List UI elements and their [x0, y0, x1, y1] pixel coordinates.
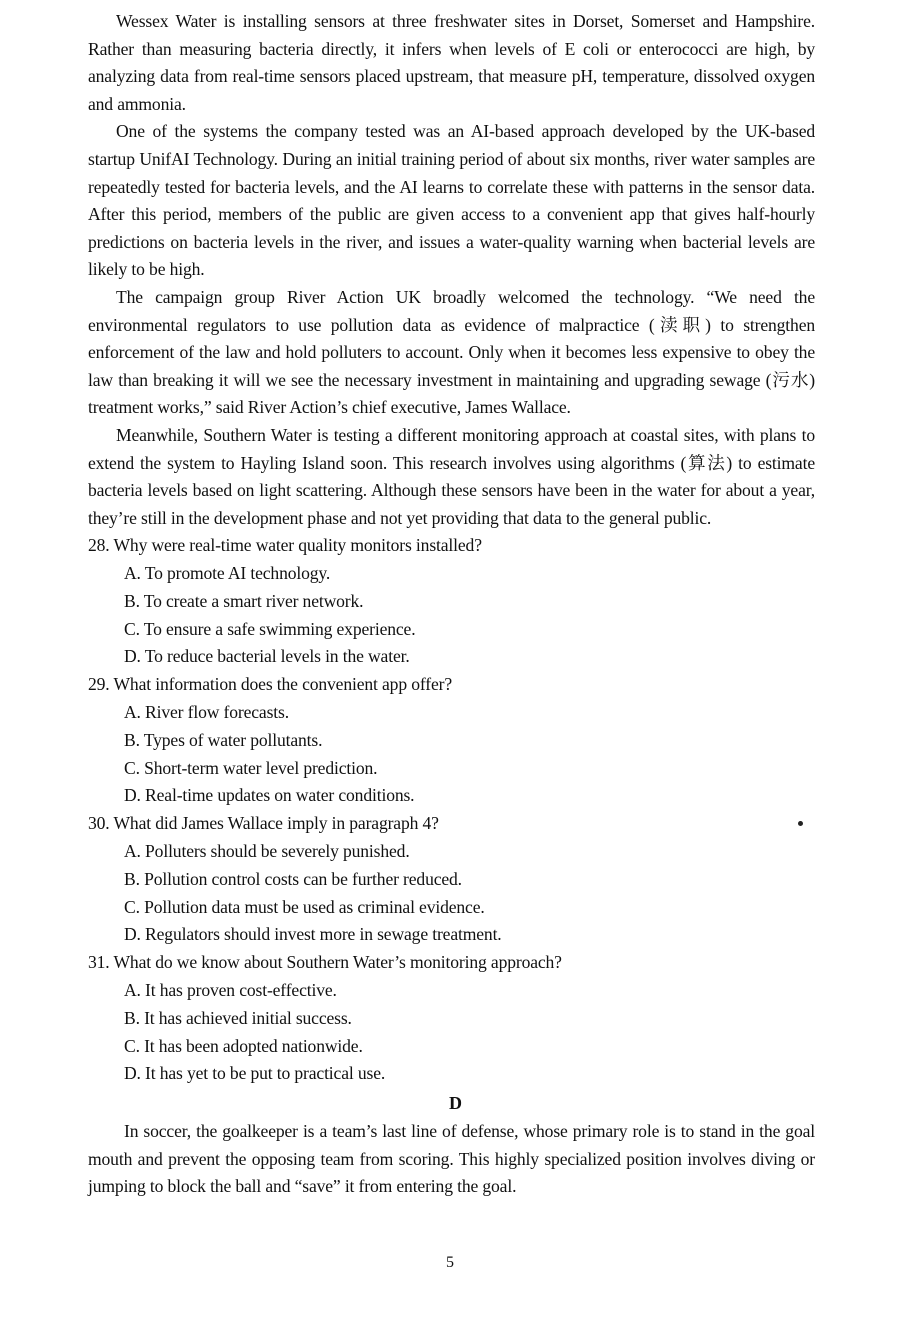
question-stem: 31. What do we know about Southern Water’s monitoring approach? [88, 952, 562, 973]
passage-c [88, 8, 815, 532]
question-list [88, 532, 815, 1088]
question-28 [88, 532, 815, 671]
answer-option: B. Pollution control costs can be further reduced. [124, 868, 462, 889]
passage-d [88, 1088, 815, 1201]
question-29 [88, 671, 815, 810]
stray-mark [798, 821, 803, 826]
answer-option: B. Types of water pollutants. [124, 729, 323, 750]
answer-option: D. Regulators should invest more in sewage treatment. [124, 924, 502, 945]
question-stem: 28. Why were real-time water quality monitors installed? [88, 535, 482, 556]
passage-paragraph: Meanwhile, Southern Water is testing a different monitoring approach at coastal sites, with plans to extend the system to Hayling Island soon. This research involves using algorithms (算法) to estimate bacteria levels based on light scattering. Although these sensors have been in the water for about a year, they’re still in the development phase and not yet providing that data to the general public. [88, 424, 815, 528]
answer-option: C. Pollution data must be used as criminal evidence. [124, 896, 485, 917]
answer-option: C. It has been adopted nationwide. [124, 1035, 363, 1056]
passage-paragraph: One of the systems the company tested was an AI-based approach developed by the UK-based startup UnifAI Technology. During an initial training period of about six months, river water samples are repeatedly tested for bacteria levels, and the AI learns to correlate these with patterns in the sensor data. After this period, members of the public are given access to a convenient app that gives half-hourly predictions on bacteria levels in the river, and issues a water-quality warning when bacterial levels are likely to be high. [88, 121, 815, 280]
question-30 [88, 810, 815, 949]
answer-option: D. To reduce bacterial levels in the water. [124, 646, 410, 667]
exam-page [88, 8, 815, 1201]
answer-option: B. To create a smart river network. [124, 590, 364, 611]
answer-option: D. Real-time updates on water conditions. [124, 785, 415, 806]
answer-option: C. Short-term water level prediction. [124, 757, 378, 778]
question-stem: 30. What did James Wallace imply in paragraph 4? [88, 813, 439, 834]
passage-paragraph: In soccer, the goalkeeper is a team’s last line of defense, whose primary role is to stand in the goal mouth and prevent the opposing team from scoring. This highly specialized position involves diving or jumping to block the ball and “save” it from entering the goal. [88, 1121, 815, 1197]
answer-option: D. It has yet to be put to practical use. [124, 1063, 386, 1084]
passage-paragraph: Wessex Water is installing sensors at three freshwater sites in Dorset, Somerset and Hampshire. Rather than measuring bacteria directly, it infers when levels of E coli or enterococci are high, by analyzing data from real-time sensors placed upstream, that measure pH, temperature, dissolved oxygen and ammonia. [88, 11, 815, 114]
answer-option: C. To ensure a safe swimming experience. [124, 618, 416, 639]
answer-option: A. To promote AI technology. [124, 563, 331, 584]
answer-option: B. It has achieved initial success. [124, 1007, 352, 1028]
question-stem: 29. What information does the convenient app offer? [88, 674, 452, 695]
question-31 [88, 949, 815, 1088]
answer-option: A. River flow forecasts. [124, 702, 289, 723]
passage-paragraph: The campaign group River Action UK broadly welcomed the technology. “We need the environmental regulators to use pollution data as evidence of malpractice (渎职) to strengthen enforcement of the law and hold polluters to account. Only when it becomes less expensive to obey the law than breaking it will we see the necessary investment in maintaining and upgrading sewage (污水) treatment works,” said River Action’s chief executive, James Wallace. [88, 286, 815, 418]
answer-option: A. Polluters should be severely punished. [124, 841, 410, 862]
page-number: 5 [446, 1254, 454, 1271]
answer-option: A. It has proven cost-effective. [124, 980, 337, 1001]
section-title: D [449, 1093, 462, 1114]
